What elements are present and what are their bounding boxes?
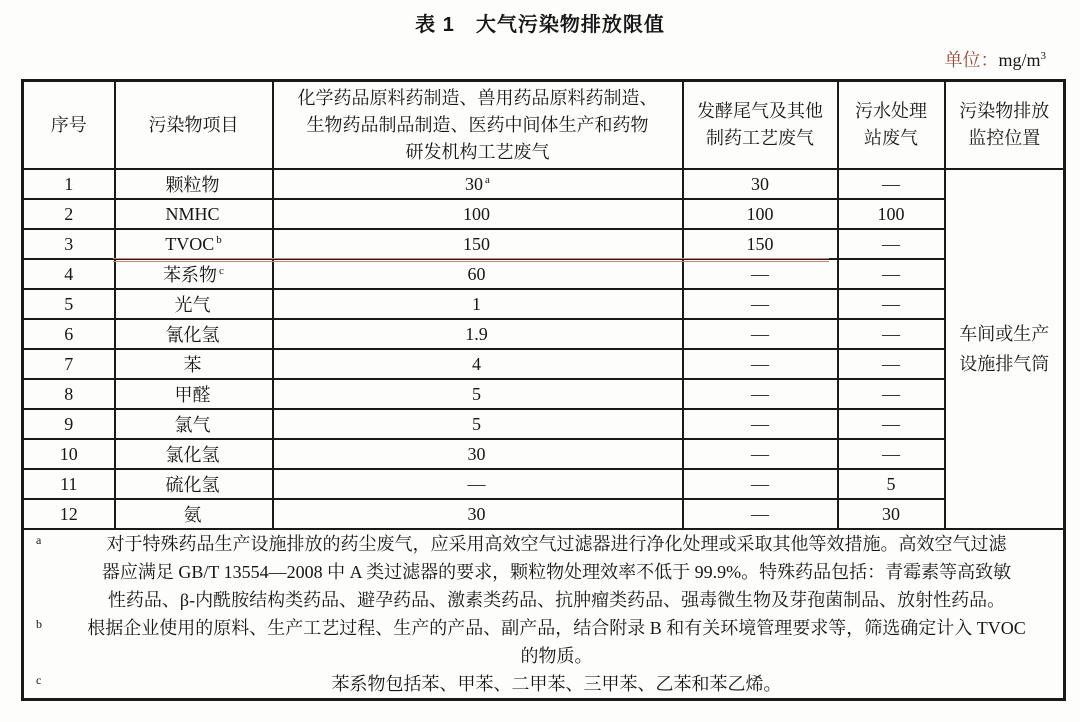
row-number-cell: 3 [23, 229, 115, 259]
wastewater-limit-cell: 5 [838, 469, 945, 499]
footnote-line: 器应满足 GB/T 13554—2008 中 A 类过滤器的要求，颗粒物处理效率不低于 99.9%。特殊药品包括：青霉素等高致敏 [101, 562, 1012, 582]
table-row [23, 499, 1065, 529]
main-limit-cell: 150 [273, 229, 683, 259]
main-limit-cell: 100 [273, 199, 683, 229]
main-limit-cell: 5 [273, 409, 683, 439]
table-wrap [21, 79, 1063, 701]
footnote-line: 苯系物包括苯、甲苯、二甲苯、三甲苯、乙苯和苯乙烯。 [331, 674, 782, 694]
main-limit-cell: 30 $^a$ [273, 169, 683, 199]
main-limit-cell: 1 [273, 289, 683, 319]
wastewater-limit-cell: — [838, 379, 945, 409]
row-number-cell: 6 [23, 319, 115, 349]
table-row [23, 199, 1065, 229]
row-number-cell: 7 [23, 349, 115, 379]
ferment-limit-cell: — [683, 499, 838, 529]
footnote-line: 根据企业使用的原料、生产工艺过程、生产的产品、副产品，结合附录 B 和有关环境管理要求等，筛选确定计入 TVOC [87, 618, 1026, 638]
footnote-b [26, 614, 1061, 670]
ferment-limit-cell: — [683, 379, 838, 409]
ferment-limit-cell: — [683, 289, 838, 319]
pollutant-name-cell: 颗粒物 [115, 169, 273, 199]
pollutant-name-cell: 氰化氢 [115, 319, 273, 349]
wastewater-limit-cell: — [838, 349, 945, 379]
ferment-limit-cell: 100 [683, 199, 838, 229]
pollutant-name-cell: NMHC [115, 199, 273, 229]
row-number-cell: 12 [23, 499, 115, 529]
wastewater-limit-cell: 30 [838, 499, 945, 529]
footnote-line: 的物质。 [520, 646, 593, 666]
wastewater-limit-cell: — [838, 169, 945, 199]
pollutant-name-cell: 硫化氢 [115, 469, 273, 499]
table-row [23, 289, 1065, 319]
table-row [23, 169, 1065, 199]
table-row [23, 259, 1065, 289]
table-row [23, 469, 1065, 499]
ferment-limit-cell: — [683, 439, 838, 469]
monitoring-location-cell: 车间或生产 设施排气筒 [945, 169, 1065, 529]
ferment-limit-cell: — [683, 319, 838, 349]
footnote-marker-c: c [36, 673, 42, 687]
row-number-cell: 11 [23, 469, 115, 499]
header-pharma-process-gas: 化学药品原料药制造、兽用药品原料药制造、 生物药品制品制造、医药中间体生产和药物 研发机构工艺废气 [273, 81, 683, 170]
footnote-line: 对于特殊药品生产设施排放的药尘废气，应采用高效空气过滤器进行净化处理或采取其他等效措施。高效空气过滤 [106, 534, 1007, 554]
footnote-c [26, 670, 1061, 698]
pollutant-name-cell: 光气 [115, 289, 273, 319]
header-fermentation-gas: 发酵尾气及其他 制药工艺废气 [683, 81, 838, 170]
table-row [23, 349, 1065, 379]
main-limit-cell: 4 [273, 349, 683, 379]
main-limit-cell: 30 [273, 439, 683, 469]
pollutant-name-cell: 苯 [115, 349, 273, 379]
unit-label: 单位： [944, 50, 999, 70]
footnotes-row [23, 529, 1065, 700]
row-number-cell: 4 [23, 259, 115, 289]
unit-exponent: 3 [1040, 50, 1046, 62]
wastewater-limit-cell: — [838, 229, 945, 259]
header-row [23, 81, 1065, 170]
ferment-limit-cell: — [683, 349, 838, 379]
row-number-cell: 10 [23, 439, 115, 469]
row-number-cell: 8 [23, 379, 115, 409]
header-no: 序号 [23, 81, 115, 170]
wastewater-limit-cell: 100 [838, 199, 945, 229]
ferment-limit-cell: — [683, 259, 838, 289]
emission-limits-table [21, 79, 1066, 701]
table-row [23, 439, 1065, 469]
ferment-limit-cell: — [683, 409, 838, 439]
wastewater-limit-cell: — [838, 439, 945, 469]
main-limit-cell: 5 [273, 379, 683, 409]
row-number-cell: 9 [23, 409, 115, 439]
main-limit-cell: 30 [273, 499, 683, 529]
ferment-limit-cell: — [683, 469, 838, 499]
wastewater-limit-cell: — [838, 409, 945, 439]
pollutant-name-cell: 氯化氢 [115, 439, 273, 469]
footnote-line: 性药品、β-内酰胺结构类药品、避孕药品、激素类药品、抗肿瘤类药品、强毒微生物及芽孢菌制品、放射性药品。 [107, 590, 1006, 610]
table-row [23, 379, 1065, 409]
footnote-marker-a: a [36, 533, 42, 547]
wastewater-limit-cell: — [838, 289, 945, 319]
table-title: 表 1 大气污染物排放限值 [415, 14, 665, 36]
footnote-marker-b: b [36, 617, 42, 631]
row-number-cell: 5 [23, 289, 115, 319]
unit-line [0, 46, 1046, 72]
wastewater-limit-cell: — [838, 319, 945, 349]
footnotes-cell [23, 529, 1065, 700]
main-limit-cell: 1.9 [273, 319, 683, 349]
table-row [23, 319, 1065, 349]
pollutant-name-cell: TVOC $^b$ [115, 229, 273, 259]
table-row [23, 229, 1065, 259]
pollutant-name-cell: 苯系物 $^c$ [115, 259, 273, 289]
main-limit-cell: — [273, 469, 683, 499]
wastewater-limit-cell: — [838, 259, 945, 289]
row-number-cell: 2 [23, 199, 115, 229]
ferment-limit-cell: 150 [683, 229, 838, 259]
row-number-cell: 1 [23, 169, 115, 199]
header-monitoring-location: 污染物排放 监控位置 [945, 81, 1065, 170]
header-wastewater-station-gas: 污水处理 站废气 [838, 81, 945, 170]
pollutant-name-cell: 氯气 [115, 409, 273, 439]
table-row [23, 409, 1065, 439]
unit-value: mg/m [998, 50, 1041, 70]
header-pollutant-item: 污染物项目 [115, 81, 273, 170]
pollutant-name-cell: 甲醛 [115, 379, 273, 409]
main-limit-cell: 60 [273, 259, 683, 289]
pollutant-name-cell: 氨 [115, 499, 273, 529]
footnote-a [26, 530, 1061, 614]
ferment-limit-cell: 30 [683, 169, 838, 199]
